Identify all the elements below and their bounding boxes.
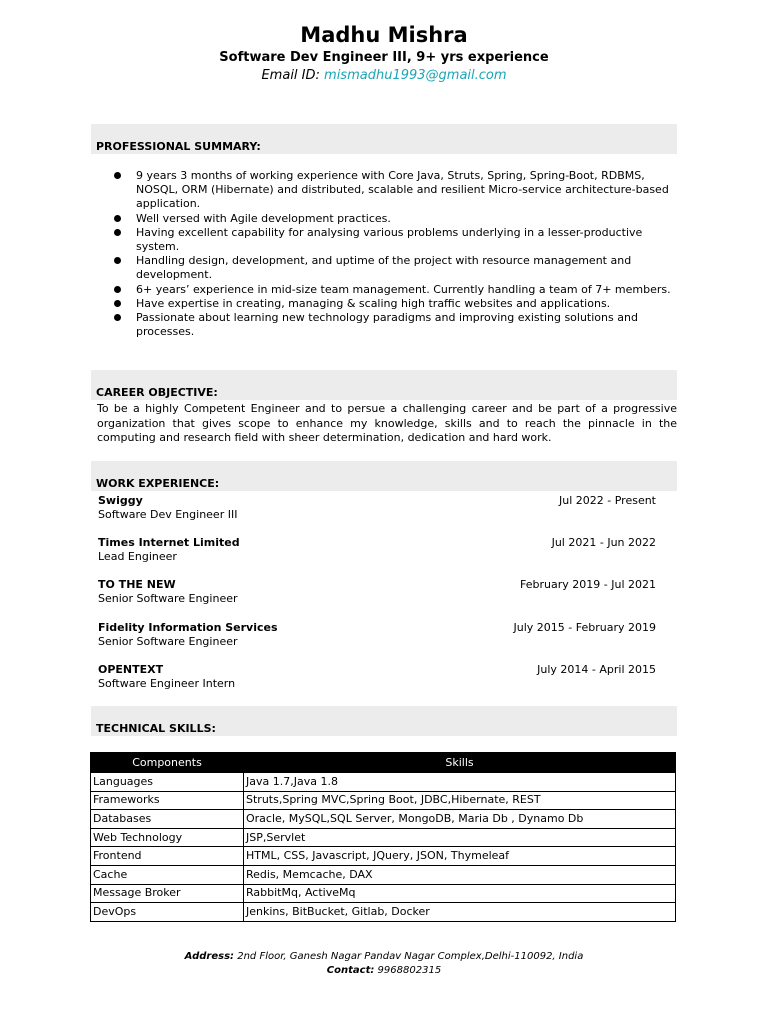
contact-text: 9968802315 [374, 965, 442, 976]
component-cell: Frontend [91, 847, 244, 866]
skills-table [90, 752, 676, 922]
summary-item [112, 169, 682, 212]
summary-item-text: Handling design, development, and uptime of the project with resource management and development. [136, 254, 632, 282]
email-label: Email ID: [261, 68, 325, 83]
component-cell: Web Technology [91, 828, 244, 847]
bullet-icon [114, 286, 121, 293]
resume-footer [0, 950, 768, 978]
job-company: Swiggy [98, 494, 143, 507]
column-header-skills: Skills [244, 753, 676, 773]
summary-item [112, 212, 682, 226]
component-cell: DevOps [91, 903, 244, 922]
bullet-icon [114, 172, 121, 179]
job-dates: Jul 2022 - Present [559, 494, 656, 507]
table-row [91, 903, 676, 922]
skills-cell: Redis, Memcache, DAX [244, 865, 676, 884]
skills-cell: Java 1.7,Java 1.8 [244, 773, 676, 792]
job-company: TO THE NEW [98, 578, 176, 591]
job-dates: July 2014 - April 2015 [537, 663, 656, 676]
job-dates: February 2019 - Jul 2021 [520, 578, 656, 591]
component-cell: Cache [91, 865, 244, 884]
summary-item-text: Passionate about learning new technology paradigms and improving existing solutions and processes. [136, 311, 638, 339]
skills-cell: JSP,Servlet [244, 828, 676, 847]
column-header-components: Components [91, 753, 244, 773]
job-company: Fidelity Information Services [98, 621, 278, 634]
job-role: Software Engineer Intern [98, 677, 236, 690]
summary-item-text: Have expertise in creating, managing & scaling high traffic websites and applications. [136, 296, 611, 310]
bullet-icon [114, 257, 121, 264]
address-text: 2nd Floor, Ganesh Nagar Pandav Nagar Complex,Delhi-110092, India [234, 951, 584, 962]
summary-item [112, 226, 682, 254]
summary-item [112, 297, 682, 311]
contact-label: Contact: [326, 965, 375, 976]
job-dates: Jul 2021 - Jun 2022 [551, 536, 656, 549]
table-row [91, 847, 676, 866]
summary-item [112, 283, 682, 297]
job-entry [98, 536, 656, 566]
table-row [91, 773, 676, 792]
bullet-icon [114, 229, 121, 236]
component-cell: Frameworks [91, 791, 244, 810]
table-header-row [91, 753, 676, 773]
skills-cell: Jenkins, BitBucket, Gitlab, Docker [244, 903, 676, 922]
summary-item-text: 6+ years’ experience in mid-size team management. Currently handling a team of 7+ members. [136, 282, 671, 296]
candidate-name: Madhu Mishra [300, 23, 468, 47]
summary-item [112, 254, 682, 282]
summary-item [112, 311, 682, 339]
skills-cell: Struts,Spring MVC,Spring Boot, JDBC,Hibernate, REST [244, 791, 676, 810]
summary-item-text: 9 years 3 months of working experience with Core Java, Struts, Spring, Spring-Boot, RDBMS, NOSQL, ORM (Hibernate) and distributed, scalable and resilient Micro-service architecture-based application. [136, 169, 669, 211]
objective-text: To be a highly Competent Engineer and to persue a challenging career and be part of a progressive organization that gives scope to enhance my knowledge, skills and to reach the pinnacle in the computing and research field with sheer determination, dedication and hard work. [97, 402, 677, 445]
table-row [91, 791, 676, 810]
bullet-icon [114, 215, 121, 222]
bullet-icon [114, 314, 121, 321]
job-role: Senior Software Engineer [98, 592, 238, 605]
job-company: Times Internet Limited [98, 536, 240, 549]
candidate-title: Software Dev Engineer III, 9+ yrs experience [219, 50, 549, 65]
job-role: Senior Software Engineer [98, 635, 238, 648]
resume-header [0, 22, 768, 85]
work-heading: WORK EXPERIENCE: [96, 477, 220, 490]
email-link[interactable]: mismadhu1993@gmail.com [324, 68, 507, 83]
address-label: Address: [184, 951, 235, 962]
job-entry [98, 663, 656, 693]
table-row [91, 865, 676, 884]
skills-cell: HTML, CSS, Javascript, JQuery, JSON, Thymeleaf [244, 847, 676, 866]
job-company: OPENTEXT [98, 663, 164, 676]
summary-item-text: Having excellent capability for analysing various problems underlying in a lesser-productive system. [136, 225, 643, 254]
bullet-icon [114, 300, 121, 307]
summary-item-text: Well versed with Agile development practices. [136, 211, 391, 225]
summary-heading: PROFESSIONAL SUMMARY: [96, 140, 261, 153]
job-entry [98, 578, 656, 608]
component-cell: Languages [91, 773, 244, 792]
job-role: Software Dev Engineer III [98, 508, 238, 521]
skills-cell: Oracle, MySQL,SQL Server, MongoDB, Maria Db , Dynamo Db [244, 810, 676, 829]
component-cell: Databases [91, 810, 244, 829]
table-row [91, 884, 676, 903]
table-row [91, 810, 676, 829]
summary-list [112, 169, 682, 339]
skills-heading: TECHNICAL SKILLS: [96, 722, 216, 735]
job-role: Lead Engineer [98, 550, 177, 563]
component-cell: Message Broker [91, 884, 244, 903]
objective-heading: CAREER OBJECTIVE: [96, 386, 218, 399]
job-entry [98, 621, 656, 651]
job-dates: July 2015 - February 2019 [513, 621, 656, 634]
job-entry [98, 494, 656, 524]
address-line [0, 950, 768, 964]
email-line [0, 67, 768, 85]
skills-cell: RabbitMq, ActiveMq [244, 884, 676, 903]
contact-line [0, 964, 768, 978]
table-row [91, 828, 676, 847]
